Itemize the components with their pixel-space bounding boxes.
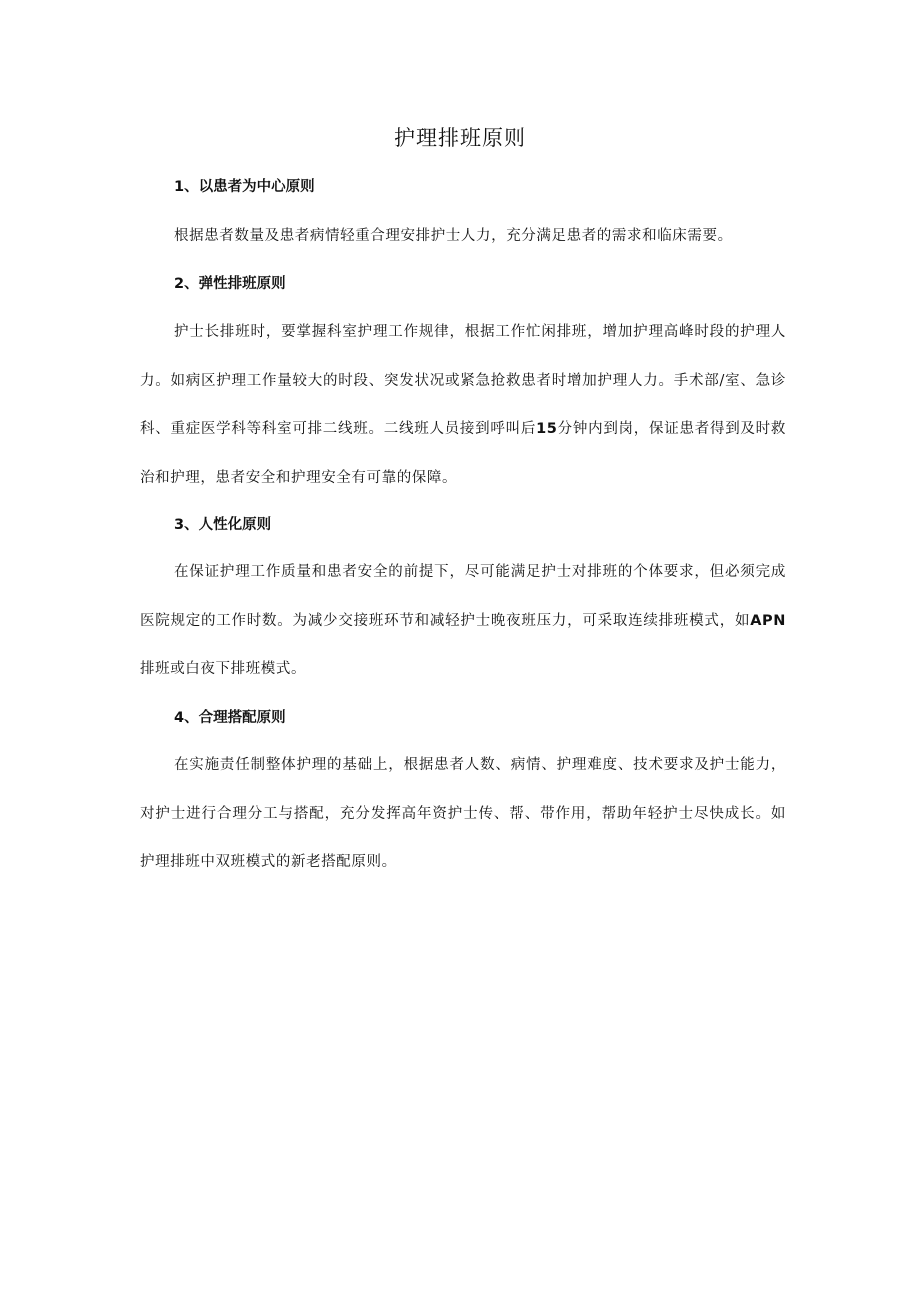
section-body-3-text-b: 排班或白夜下排班模式。 xyxy=(140,661,307,677)
section-body-3 xyxy=(140,548,786,694)
section-body-1: 根据患者数量及患者病情轻重合理安排护士人力，充分满足患者的需求和临床需要。 xyxy=(174,228,733,244)
section-body-3-text-a: 在保证护理工作质量和患者安全的前提下，尽可能满足护士对排班的个体要求，但必须完成医院规定的工作时数。为减少交接班环节和减轻护士晚夜班压力，可采取连续排班模式，如 xyxy=(140,564,786,629)
section-body-2-text-b: 分钟内到岗，保证患者得到及时救治和护理，患者安全和护理安全有可靠的保障。 xyxy=(140,421,786,486)
section-heading-2: 2、弹性排班原则 xyxy=(174,276,286,292)
page-title: 护理排班原则 xyxy=(394,126,526,150)
section-heading-1: 1、以患者为中心原则 xyxy=(174,179,315,195)
section-body-2-text-a: 护士长排班时，要掌握科室护理工作规律，根据工作忙闲排班，增加护理高峰时段的护理人力。如病区护理工作量较大的时段、突发状况或紧急抢救患者时增加护理人力。手术部/室、急诊科、重症医学科等科室可排二线班。二线班人员接到呼叫后 xyxy=(140,324,786,437)
section-heading-3: 3、人性化原则 xyxy=(174,517,272,533)
section-body-2-number: 15 xyxy=(536,421,558,437)
section-heading-4: 4、合理搭配原则 xyxy=(174,710,286,726)
section-body-3-abbrev: APN xyxy=(750,612,786,629)
section-body-4: 在实施责任制整体护理的基础上，根据患者人数、病情、护理难度、技术要求及护士能力，对护士进行合理分工与搭配，充分发挥高年资护士传、帮、带作用，帮助年轻护士尽快成长。如护理排班中双班模式的新老搭配原则。 xyxy=(140,757,786,870)
section-body-2 xyxy=(140,308,786,502)
